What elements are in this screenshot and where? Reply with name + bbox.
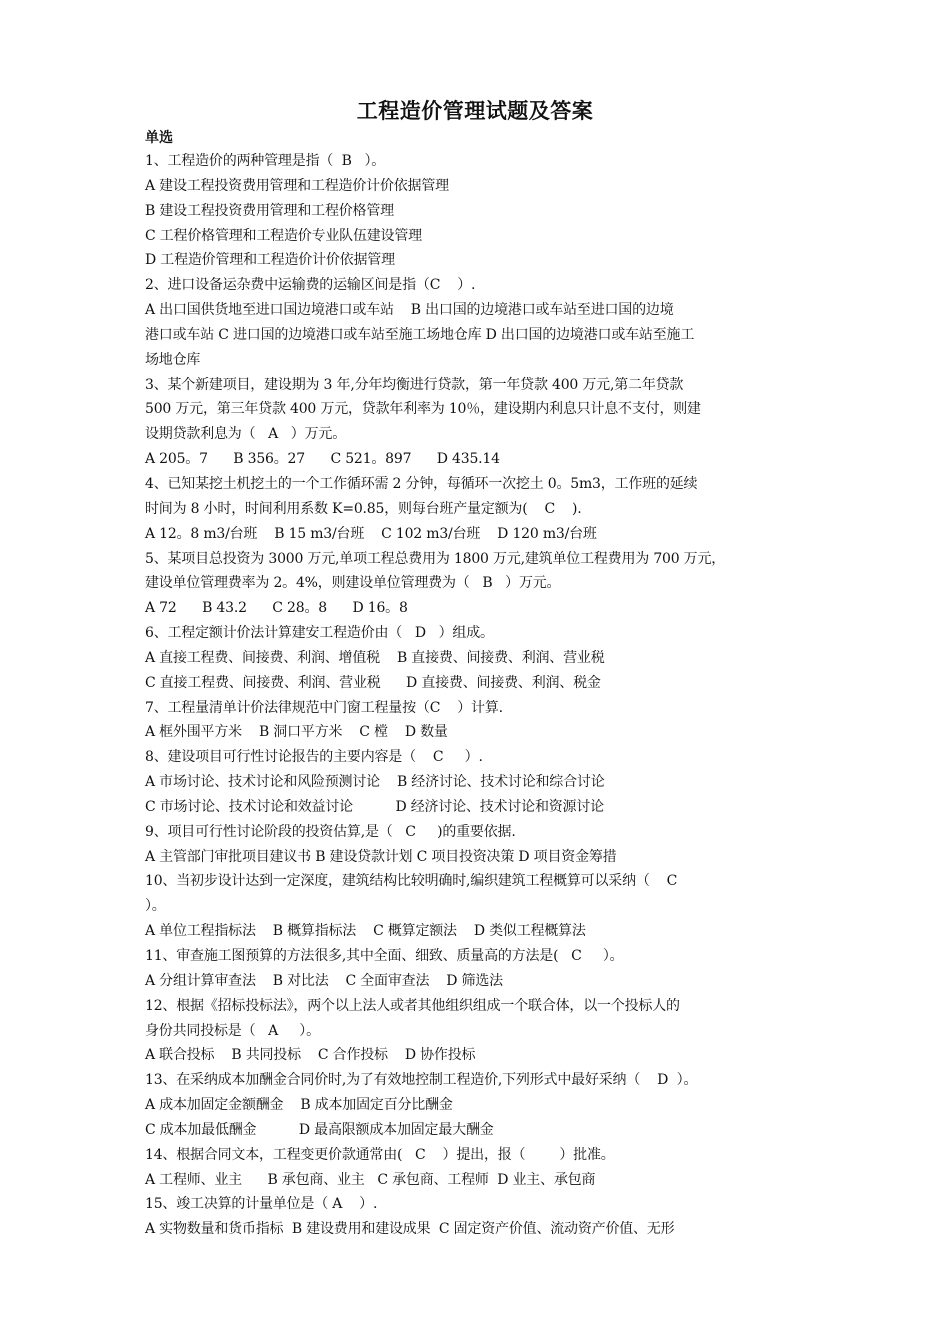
- document-line: A 12。8 m3/台班 B 15 m3/台班 C 102 m3/台班 D 120 m3/台班: [145, 525, 597, 542]
- document-line: C 市场讨论、技术讨论和效益讨论 D 经济讨论、技术讨论和资源讨论: [145, 798, 604, 815]
- document-line: 7、工程量清单计价法律规范中门窗工程量按（C ）计算.: [145, 699, 503, 716]
- document-line: A 框外围平方米 B 洞口平方米 C 樘 D 数量: [145, 724, 448, 741]
- document-line: C 直接工程费、间接费、利润、营业税 D 直接费、间接费、利润、税金: [145, 674, 601, 691]
- document-line: D 工程造价管理和工程造价计价依据管理: [145, 252, 395, 269]
- document-line: C 成本加最低酬金 D 最高限额成本加固定最大酬金: [145, 1121, 494, 1138]
- document-line: 建设单位管理费率为 2。4%，则建设单位管理费为（ B ）万元。: [145, 575, 561, 592]
- document-line: A 72 B 43.2 C 28。8 D 16。8: [145, 600, 408, 617]
- document-line: 2、进口设备运杂费中运输费的运输区间是指（C ）.: [145, 277, 476, 294]
- document-line: 15、竣工决算的计量单位是（ A ）.: [145, 1196, 378, 1213]
- document-line: A 建设工程投资费用管理和工程造价计价依据管理: [145, 177, 449, 194]
- document-line: 9、项目可行性讨论阶段的投资估算,是（ C )的重要依据.: [145, 823, 516, 840]
- document-line: A 实物数量和货币指标 B 建设费用和建设成果 C 固定资产价值、流动资产价值、无形: [145, 1221, 675, 1238]
- document-line: 6、工程定额计价法计算建安工程造价由（ D ）组成。: [145, 625, 494, 642]
- document-line: 1、工程造价的两种管理是指（ B ）。: [145, 153, 386, 169]
- document-line: 4、已知某挖土机挖土的一个工作循环需 2 分钟，每循环一次挖土 0。5m3，工作班的延续: [145, 475, 698, 492]
- document-line: 时间为 8 小时，时间利用系数 K=0.85，则每台班产量定额为( C ).: [145, 500, 582, 517]
- section-heading: 单选: [145, 130, 173, 146]
- document-line: A 工程师、业主 B 承包商、业主 C 承包商、工程师 D 业主、承包商: [145, 1171, 596, 1188]
- document-line: A 出口国供货地至进口国边境港口或车站 B 出口国的边境港口或车站至进口国的边境: [145, 302, 674, 319]
- document-title: 工程造价管理试题及答案: [356, 99, 594, 123]
- document-line: 11、审查施工图预算的方法很多,其中全面、细致、质量高的方法是( C ）。: [145, 948, 624, 964]
- document-line: A 205。7 B 356。27 C 521。897 D 435.14: [145, 451, 500, 468]
- document-line: 身份共同投标是（ A ）。: [145, 1022, 320, 1039]
- document-line: 设期贷款利息为（ A ）万元。: [145, 426, 347, 443]
- document-line: 14、根据合同文本，工程变更价款通常由( C ）提出，报（ ）批准。: [145, 1146, 615, 1163]
- document-line: 10、当初步设计达到一定深度，建筑结构比较明确时,编织建筑工程概算可以采纳（ C: [145, 873, 678, 890]
- document-line: 港口或车站 C 进口国的边境港口或车站至施工场地仓库 D 出口国的边境港口或车站至施工: [145, 326, 695, 343]
- document-line: A 成本加固定金额酬金 B 成本加固定百分比酬金: [145, 1097, 453, 1114]
- document-line: 3、某个新建项目，建设期为 3 年,分年均衡进行贷款，第一年贷款 400 万元,第二年贷款: [145, 376, 684, 393]
- document-line: 12、根据《招标投标法》，两个以上法人或者其他组织组成一个联合体，以一个投标人的: [145, 997, 680, 1014]
- document-line: 场地仓库: [145, 351, 201, 368]
- document-line: A 单位工程指标法 B 概算指标法 C 概算定额法 D 类似工程概算法: [145, 923, 586, 940]
- document-line: A 主管部门审批项目建议书 B 建设贷款计划 C 项目投资决策 D 项目资金筹措: [145, 848, 617, 865]
- document-line: 5、某项目总投资为 3000 万元,单项工程总费用为 1800 万元,建筑单位工程费用为 700 万元，: [145, 550, 726, 567]
- document-line: 13、在采纳成本加酬金合同价时,为了有效地控制工程造价,下列形式中最好采纳（ D ）。: [145, 1072, 698, 1089]
- document-line: C 工程价格管理和工程造价专业队伍建设管理: [145, 227, 422, 244]
- document-body: [145, 149, 815, 1242]
- document-line: 8、建设项目可行性讨论报告的主要内容是（ C ）.: [145, 749, 483, 766]
- document-line: A 分组计算审查法 B 对比法 C 全面审查法 D 筛选法: [145, 972, 503, 989]
- document-line: A 市场讨论、技术讨论和风险预测讨论 B 经济讨论、技术讨论和综合讨论: [145, 774, 605, 791]
- document-line: 500 万元，第三年贷款 400 万元，贷款年利率为 10％，建设期内利息只计息不支付，则建: [145, 401, 701, 418]
- document-line: A 联合投标 B 共同投标 C 合作投标 D 协作投标: [145, 1047, 476, 1064]
- document-line: A 直接工程费、间接费、利润、增值税 B 直接费、间接费、利润、营业税: [145, 649, 605, 666]
- document-line: B 建设工程投资费用管理和工程价格管理: [145, 202, 394, 219]
- document-line: ）。: [145, 898, 166, 915]
